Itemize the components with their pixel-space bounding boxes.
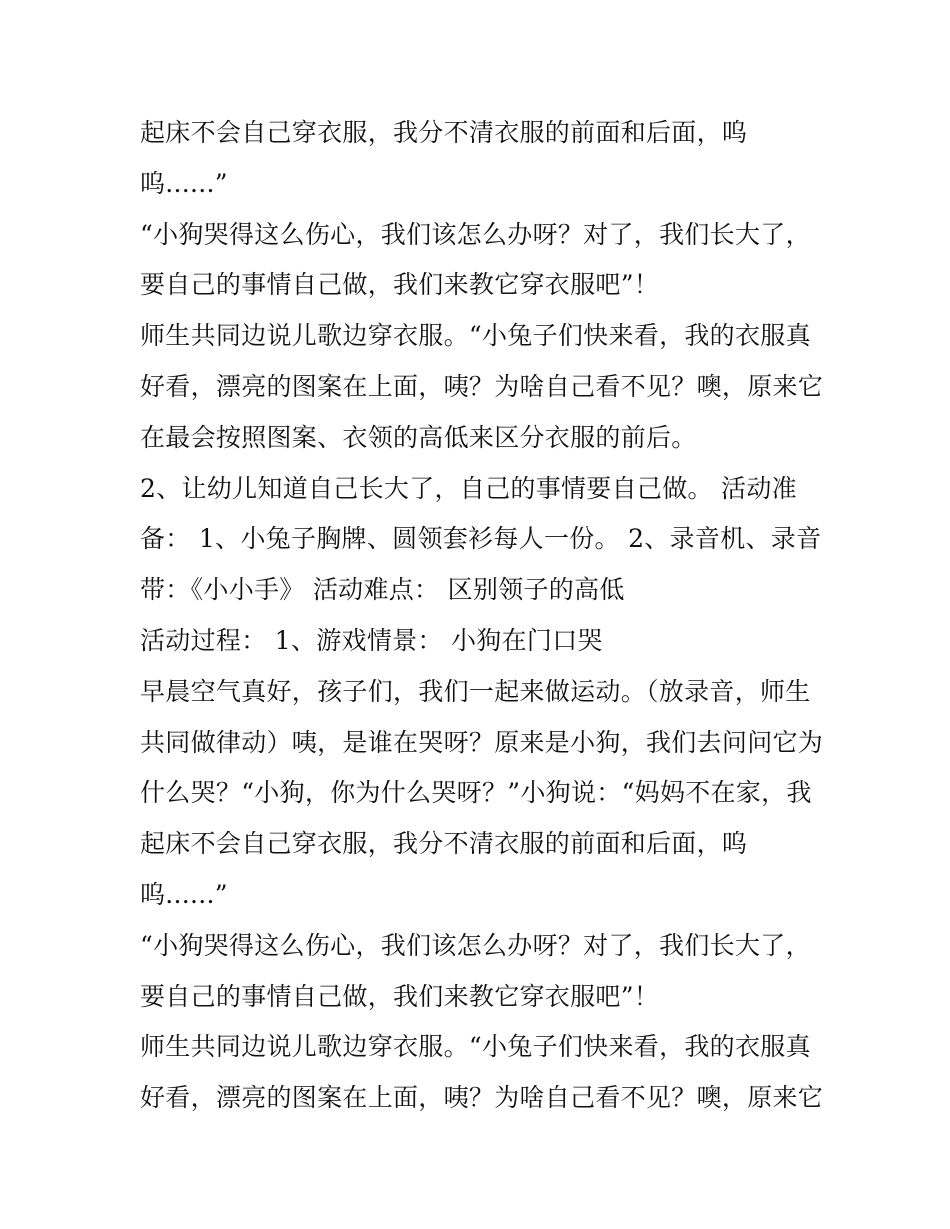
text-line: 师生共同边说儿歌边穿衣服。“小兔子们快来看，我的衣服真 [140,321,811,351]
text-line: 什么哭？“小狗，你为什么哭呀？”小狗说：“妈妈不在家，我 [140,778,812,808]
text-line: 起床不会自己穿衣服，我分不清衣服的前面和后面，呜 [140,829,748,859]
text-line: 共同做律动）咦，是谁在哭呀？原来是小狗，我们去问问它为 [140,727,824,757]
text-line: 2、让幼儿知道自己长大了，自己的事情要自己做。 活动准 [140,473,797,503]
text-line: 在最会按照图案、衣领的高低来区分衣服的前后。 [140,422,697,452]
text-line: 带：《小小手》 活动难点： 区别领子的高低 [140,575,625,605]
document-body [140,108,830,1124]
text-line: 呜......” [140,168,228,198]
text-line: 备： 1、小兔子胸牌、圆领套衫每人一份。 2、录音机、录音 [140,524,822,554]
text-line: 师生共同边说儿歌边穿衣服。“小兔子们快来看，我的衣服真 [140,1032,811,1062]
text-line: “小狗哭得这么伤心，我们该怎么办呀？对了，我们长大了， [140,219,811,249]
text-line: 起床不会自己穿衣服，我分不清衣服的前面和后面，呜 [140,118,748,147]
text-line: 好看，漂亮的图案在上面，咦？为啥自己看不见？噢，原来它 [140,371,824,401]
text-line: 呜......” [140,879,228,909]
text-line: 早晨空气真好，孩子们，我们一起来做运动。（放录音，师生 [140,676,811,706]
text-line: “小狗哭得这么伤心，我们该怎么办呀？对了，我们长大了， [140,930,811,960]
text-line: 好看，漂亮的图案在上面，咦？为啥自己看不见？噢，原来它 [140,1083,824,1113]
text-line: 要自己的事情自己做，我们来教它穿衣服吧”！ [140,981,660,1011]
text-line: 要自己的事情自己做，我们来教它穿衣服吧”！ [140,270,660,300]
text-line: 活动过程： 1、游戏情景： 小狗在门口哭 [140,625,603,655]
